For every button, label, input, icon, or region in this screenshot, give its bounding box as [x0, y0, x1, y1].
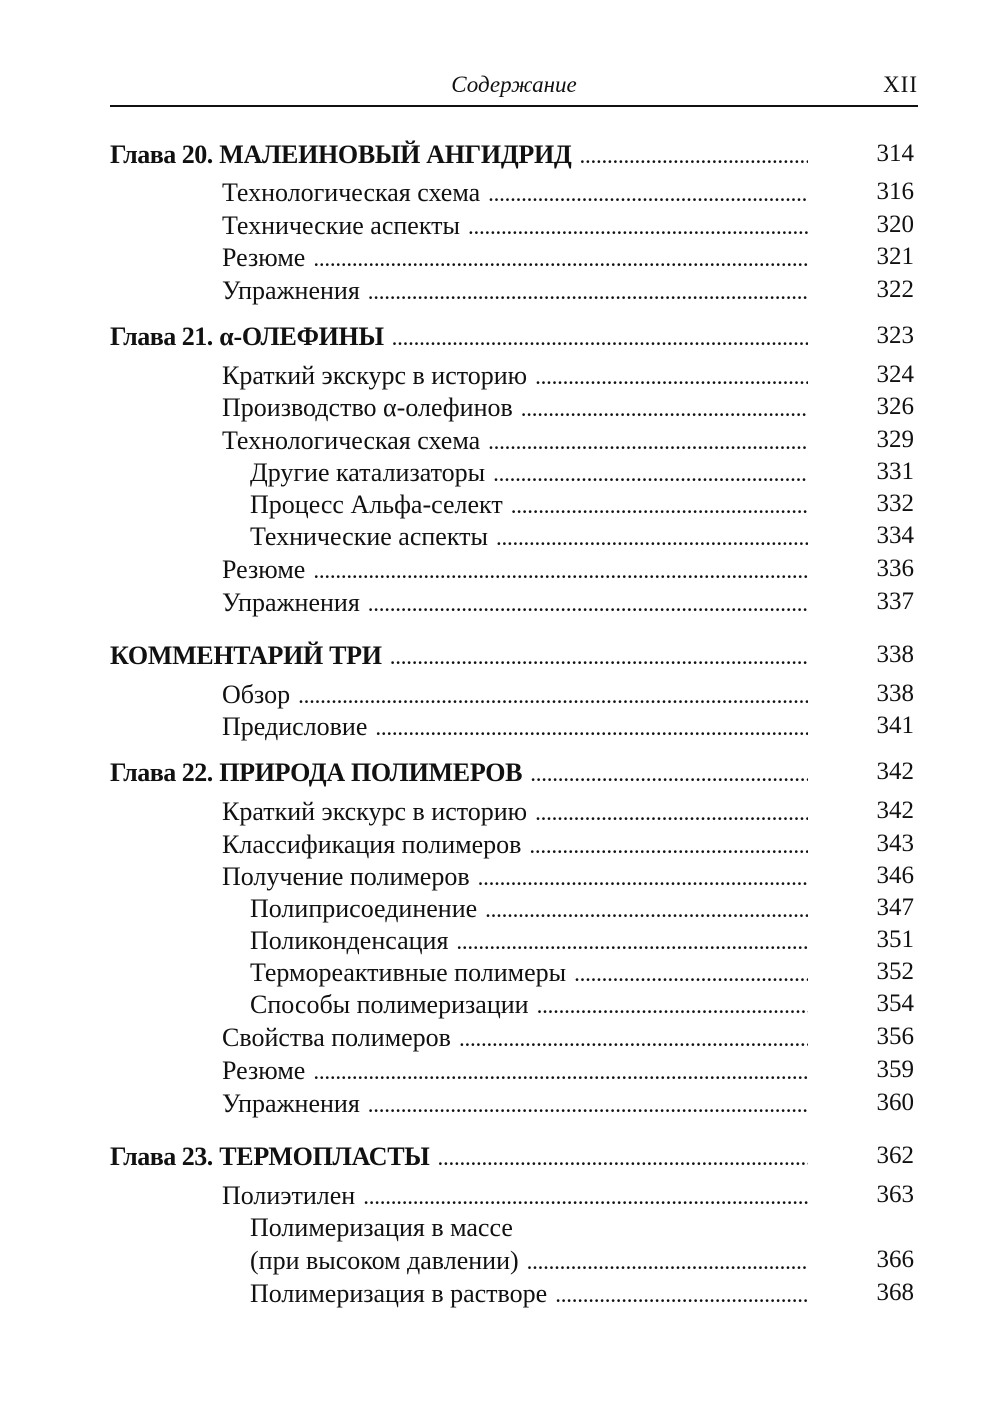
page-ref: 341: [876, 712, 914, 739]
toc-entry[interactable]: [222, 178, 914, 212]
page-ref: 337: [876, 588, 914, 615]
dot-leader: [468, 214, 808, 240]
toc-entry[interactable]: [222, 1056, 914, 1090]
toc-entry[interactable]: [222, 361, 914, 395]
page-ref: 334: [876, 522, 914, 549]
page-ref: 356: [876, 1023, 914, 1050]
dot-leader: [375, 715, 808, 741]
entry-title: Процесс Альфа-селект: [250, 490, 503, 519]
entry-title: Способы полимеризации: [250, 990, 529, 1019]
page-number: XII: [883, 72, 918, 97]
dot-leader: [530, 761, 808, 787]
toc-entry[interactable]: [222, 555, 914, 589]
dot-leader: [313, 246, 808, 272]
entry-title: Термореактивные полимеры: [250, 958, 567, 987]
dot-leader: [521, 396, 808, 422]
toc-entry[interactable]: [222, 680, 914, 714]
toc-entry[interactable]: [222, 243, 914, 277]
entry-title: Технические аспекты: [250, 522, 488, 551]
toc-entry[interactable]: [222, 830, 914, 864]
dot-leader: [438, 1145, 808, 1171]
dot-leader: [313, 1059, 808, 1085]
dot-leader: [363, 1184, 808, 1210]
page-ref: 368: [876, 1279, 914, 1306]
page-ref: 362: [876, 1142, 914, 1169]
dot-leader: [527, 1249, 808, 1275]
dot-leader: [368, 591, 808, 617]
page-ref: 331: [876, 458, 914, 485]
section-title: КОММЕНТАРИЙ ТРИ: [110, 641, 382, 670]
page-ref: 320: [876, 211, 914, 238]
dot-leader: [537, 993, 808, 1019]
page-ref: 336: [876, 555, 914, 582]
dot-leader: [368, 279, 808, 305]
toc-entry[interactable]: [222, 712, 914, 746]
page-ref: 342: [876, 797, 914, 824]
page-ref: 321: [876, 243, 914, 270]
dot-leader: [511, 493, 808, 519]
entry-title: Предисловие: [222, 712, 368, 741]
dot-leader: [392, 325, 808, 351]
toc-subentry[interactable]: [250, 926, 914, 960]
entry-title: Технологическая схема: [222, 178, 481, 207]
entry-title: Краткий экскурс в историю: [222, 797, 528, 826]
dot-leader: [529, 833, 808, 859]
entry-title: Упражнения: [222, 588, 360, 617]
toc-entry-commentary-three[interactable]: [110, 641, 914, 675]
toc-entry[interactable]: [222, 1089, 914, 1123]
toc-subentry[interactable]: [250, 1279, 914, 1313]
page-ref: 338: [876, 680, 914, 707]
dot-leader: [496, 525, 808, 551]
chapter-title: ПРИРОДА ПОЛИМЕРОВ: [219, 758, 523, 787]
entry-title: Краткий экскурс в историю: [222, 361, 528, 390]
page-ref: 326: [876, 393, 914, 420]
toc-subentry[interactable]: [250, 490, 914, 524]
entry-title: Свойства полимеров: [222, 1023, 451, 1052]
toc-subentry[interactable]: [250, 522, 914, 556]
page-ref: 322: [876, 276, 914, 303]
dot-leader: [580, 143, 809, 169]
chapter-label: Глава 21.: [110, 322, 213, 351]
chapter-title: МАЛЕИНОВЫЙ АНГИДРИД: [219, 140, 572, 169]
dot-leader: [478, 865, 808, 891]
page-ref: 316: [876, 178, 914, 205]
page-ref: 351: [876, 926, 914, 953]
toc-entry-chapter-21[interactable]: [110, 322, 914, 356]
toc-entry-chapter-22[interactable]: [110, 758, 914, 792]
entry-title: Упражнения: [222, 276, 360, 305]
page-ref: 347: [876, 894, 914, 921]
running-header-title: Содержание: [451, 72, 577, 97]
toc-entry-chapter-23[interactable]: [110, 1142, 914, 1176]
entry-title: Другие катализаторы: [250, 458, 486, 487]
entry-title: Классификация полимеров: [222, 830, 522, 859]
toc-entry[interactable]: [222, 862, 914, 896]
dot-leader: [555, 1282, 808, 1308]
entry-title: Резюме: [222, 555, 306, 584]
page-ref: 338: [876, 641, 914, 668]
dot-leader: [298, 683, 808, 709]
entry-title: Резюме: [222, 1056, 306, 1085]
entry-title: Обзор: [222, 680, 291, 709]
toc-subentry[interactable]: [250, 458, 914, 492]
header-rule: [110, 105, 918, 107]
dot-leader: [488, 429, 808, 455]
entry-title: Технические аспекты: [222, 211, 460, 240]
toc-entry[interactable]: [222, 588, 914, 622]
entry-title: (при высоком давлении): [250, 1246, 519, 1275]
page-ref: 323: [876, 322, 914, 349]
page-ref: 352: [876, 958, 914, 985]
page-ref: 360: [876, 1089, 914, 1116]
toc-entry[interactable]: [222, 797, 914, 831]
page-ref: 359: [876, 1056, 914, 1083]
chapter-label: Глава 20.: [110, 140, 213, 169]
toc-entry[interactable]: [222, 211, 914, 245]
dot-leader: [390, 644, 808, 670]
dot-leader: [485, 897, 808, 923]
toc-subentry[interactable]: [250, 894, 914, 928]
page-ref: 329: [876, 426, 914, 453]
toc-entry[interactable]: [222, 393, 914, 427]
page-ref: 342: [876, 758, 914, 785]
dot-leader: [535, 800, 808, 826]
chapter-title: ТЕРМОПЛАСТЫ: [219, 1142, 430, 1171]
toc-subentry[interactable]: [250, 1246, 914, 1280]
page-ref: 324: [876, 361, 914, 388]
page-ref: 332: [876, 490, 914, 517]
entry-title: Резюме: [222, 243, 306, 272]
chapter-label: Глава 22.: [110, 758, 213, 787]
toc-entry[interactable]: [222, 1181, 914, 1215]
page-ref: 354: [876, 990, 914, 1017]
dot-leader: [313, 558, 808, 584]
page-ref: 363: [876, 1181, 914, 1208]
page-ref: 346: [876, 862, 914, 889]
page-ref: 314: [876, 140, 914, 167]
entry-title: Полиприсоединение: [250, 894, 478, 923]
entry-title: Поликонденсация: [250, 926, 449, 955]
entry-title: Полиэтилен: [222, 1181, 356, 1210]
page-ref: 366: [876, 1246, 914, 1273]
chapter-title: α-ОЛЕФИНЫ: [219, 322, 384, 351]
toc-entry-chapter-20[interactable]: [110, 140, 914, 174]
toc-subentry[interactable]: [250, 958, 914, 992]
toc-entry[interactable]: [222, 276, 914, 310]
entry-title: Получение полимеров: [222, 862, 470, 891]
toc-entry[interactable]: [222, 426, 914, 460]
page-ref: 343: [876, 830, 914, 857]
dot-leader: [459, 1026, 808, 1052]
chapter-label: Глава 23.: [110, 1142, 213, 1171]
entry-title: Производство α-олефинов: [222, 393, 513, 422]
running-header: [110, 72, 918, 106]
entry-title: Полимеризация в растворе: [250, 1279, 548, 1308]
dot-leader: [368, 1092, 808, 1118]
entry-title: Упражнения: [222, 1089, 360, 1118]
dot-leader: [456, 929, 808, 955]
toc-entry[interactable]: [222, 1023, 914, 1057]
dot-leader: [535, 364, 808, 390]
toc-subentry-title-line1[interactable]: Полимеризация в массе: [250, 1213, 513, 1242]
entry-title: Технологическая схема: [222, 426, 481, 455]
dot-leader: [574, 961, 808, 987]
toc-subentry[interactable]: [250, 990, 914, 1024]
dot-leader: [488, 181, 808, 207]
dot-leader: [493, 461, 808, 487]
